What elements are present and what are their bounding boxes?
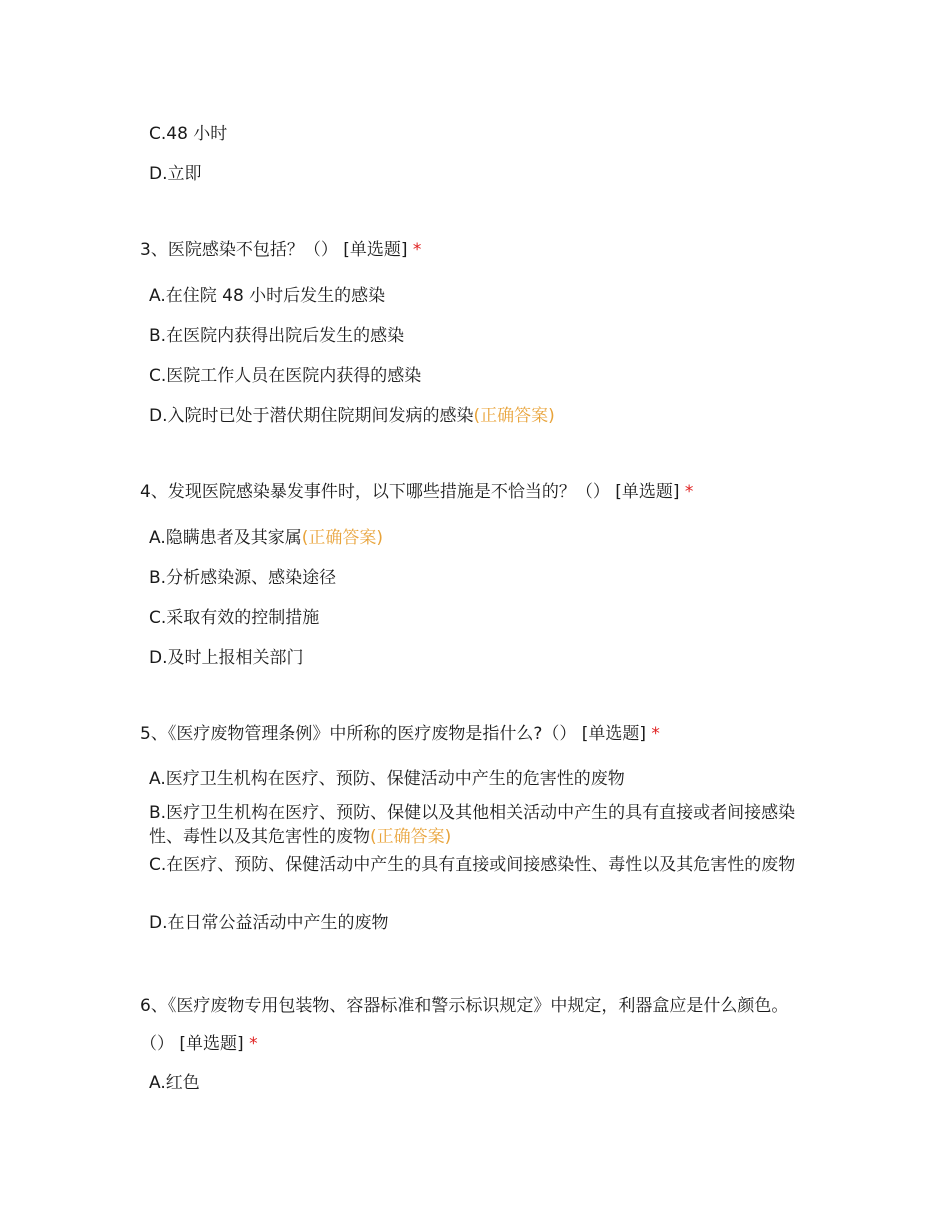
question-5-option-a[interactable]: A.医疗卫生机构在医疗、预防、保健活动中产生的危害性的废物 [149,769,625,789]
question-4-option-a[interactable]: A.隐瞒患者及其家属(正确答案) [149,528,383,548]
question-5-title: 5、《医疗废物管理条例》中所称的医疗废物是指什么?（） [单选题] * [140,724,660,744]
question-3-option-a[interactable]: A.在住院 48 小时后发生的感染 [149,286,386,306]
question-3-option-c[interactable]: C.医院工作人员在医院内获得的感染 [149,366,422,386]
required-star: * [412,240,422,260]
question-3-option-d[interactable]: D.入院时已处于潜伏期住院期间发病的感染(正确答案) [149,406,555,426]
question-4-option-d[interactable]: D.及时上报相关部门 [149,648,304,668]
question-5-option-b[interactable]: B.医疗卫生机构在医疗、预防、保健以及其他相关活动中产生的具有直接或者间接感染性、毒性以及其危害性的废物(正确答案) [149,803,796,847]
question-3-title: 3、医院感染不包括？（） [单选题] * [140,240,422,260]
question-6-option-a[interactable]: A.红色 [149,1073,200,1093]
correct-answer-label: (正确答案) [301,528,383,548]
question-6-title: 6、《医疗废物专用包装物、容器标准和警示标识规定》中规定，利器盒应是什么颜色。（） [单选题] * [140,996,789,1054]
correct-answer-label: (正确答案) [370,827,452,847]
required-star: * [249,1034,258,1054]
question-5-option-c[interactable]: C.在医疗、预防、保健活动中产生的具有直接或间接感染性、毒性以及其危害性的废物 [149,855,796,875]
question-3-option-b[interactable]: B.在医院内获得出院后发生的感染 [149,326,405,346]
question-5-option-d[interactable]: D.在日常公益活动中产生的废物 [149,913,389,933]
question-4-option-c[interactable]: C.采取有效的控制措施 [149,608,320,628]
required-star: * [651,724,660,744]
required-star: * [684,482,694,502]
option-c-prev[interactable]: C.48 小时 [149,124,228,144]
question-4-title: 4、发现医院感染暴发事件时，以下哪些措施是不恰当的？（） [单选题] * [140,482,694,502]
correct-answer-label: (正确答案) [473,406,555,426]
question-4-option-b[interactable]: B.分析感染源、感染途径 [149,568,337,588]
option-d-prev[interactable]: D.立即 [149,164,202,184]
